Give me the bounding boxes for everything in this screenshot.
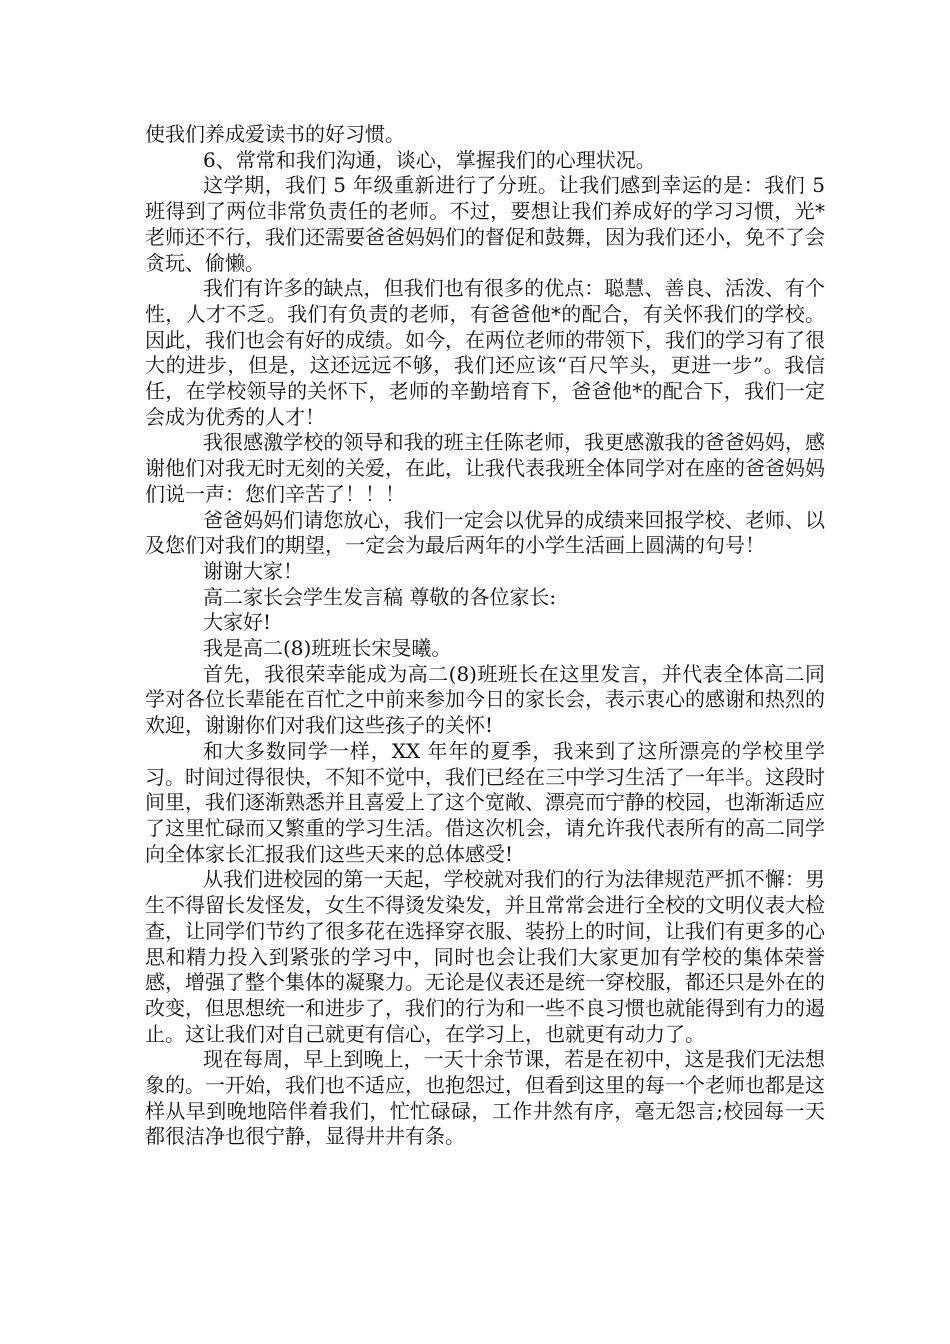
paragraph-2: 6、常常和我们沟通，谈心，掌握我们的心理状况。 bbox=[203, 147, 656, 172]
paragraph-9: 大家好! bbox=[203, 610, 272, 635]
paragraph-12: 和大多数同学一样，XX 年年的夏季，我来到了这所漂亮的学校里学习。时间过得很快，不知不觉中，我们已经在三中学习生活了一年半。这段时间里，我们逐渐熟悉并且喜爱上了这个宽敞、漂亮而宁静的校园，也渐渐适应了这里忙碌而又繁重的学习生活。借这次机会，请允许我代表所有的高二同学向全体家长汇报我们这些天来的总体感受! bbox=[145, 738, 825, 866]
paragraph-4: 我们有许多的缺点，但我们也有很多的优点：聪慧、善良、活泼、有个性，人才不乏。我们有负责的老师，有爸爸他*的配合，有关怀我们的学校。因此，我们也会有好的成绩。如今，在两位老师的带领下，我们的学习有了很大的进步，但是，这还远远不够，我们还应该“百尺竿头，更进一步”。我信任，在学校领导的关怀下，老师的辛勤培育下，爸爸他*的配合下，我们一定会成为优秀的人才！ bbox=[145, 276, 825, 429]
paragraph-1: 使我们养成爱读书的好习惯。 bbox=[145, 122, 405, 146]
paragraph-6: 爸爸妈妈们请您放心，我们一定会以优异的成绩来回报学校、老师、以及您们对我们的期望，一定会为最后两年的小学生活画上圆满的句号！ bbox=[145, 507, 825, 558]
paragraph-5: 我很感激学校的领导和我的班主任陈老师，我更感激我的爸爸妈妈，感谢他们对我无时无刻的关爱，在此，让我代表我班全体同学对在座的爸爸妈妈们说一声：您们辛苦了！！！ bbox=[145, 430, 825, 506]
paragraph-8: 高二家长会学生发言稿 尊敬的各位家长: bbox=[203, 584, 557, 609]
paragraph-13: 从我们进校园的第一天起，学校就对我们的行为法律规范严抓不懈：男生不得留长发怪发，女生不得烫发染发，并且常常会进行全校的文明仪表大检查，让同学们节约了很多花在选择穿衣服、装扮上的时间，让我们有更多的心思和精力投入到紧张的学习中，同时也会让我们大家更加有学校的集体荣誉感，增强了整个集体的凝聚力。无论是仪表还是统一穿校服，都还只是外在的改变，但思想统一和进步了，我们的行为和一些不良习惯也就能得到有力的遏止。这让我们对自己就更有信心，在学习上，也就更有动力了。 bbox=[145, 867, 825, 1046]
paragraph-10: 我是高二(8)班班长宋旻曦。 bbox=[203, 636, 452, 661]
paragraph-14: 现在每周，早上到晚上，一天十余节课，若是在初中，这是我们无法想象的。一开始，我们也不适应，也抱怨过，但看到这里的每一个老师也都是这样从早到晚地陪伴着我们，忙忙碌碌，工作井然有序，毫无怨言;校园每一天都很洁净也很宁静，显得井井有条。 bbox=[145, 1047, 825, 1149]
paragraph-7: 谢谢大家！ bbox=[203, 558, 303, 583]
paragraph-11: 首先，我很荣幸能成为高二(8)班班长在这里发言，并代表全体高二同学对各位长辈能在百忙之中前来参加今日的家长会，表示衷心的感谢和热烈的欢迎，谢谢你们对我们这些孩子的关怀! bbox=[145, 661, 825, 738]
paragraph-3: 这学期，我们 5 年级重新进行了分班。让我们感到幸运的是：我们 5 班得到了两位非常负责任的老师。不过，要想让我们养成好的学习习惯，光*老师还不行，我们还需要爸爸妈妈们的督促和鼓舞，因为我们还小，免不了会贪玩、偷懒。 bbox=[145, 173, 825, 275]
document-body bbox=[145, 122, 825, 1150]
